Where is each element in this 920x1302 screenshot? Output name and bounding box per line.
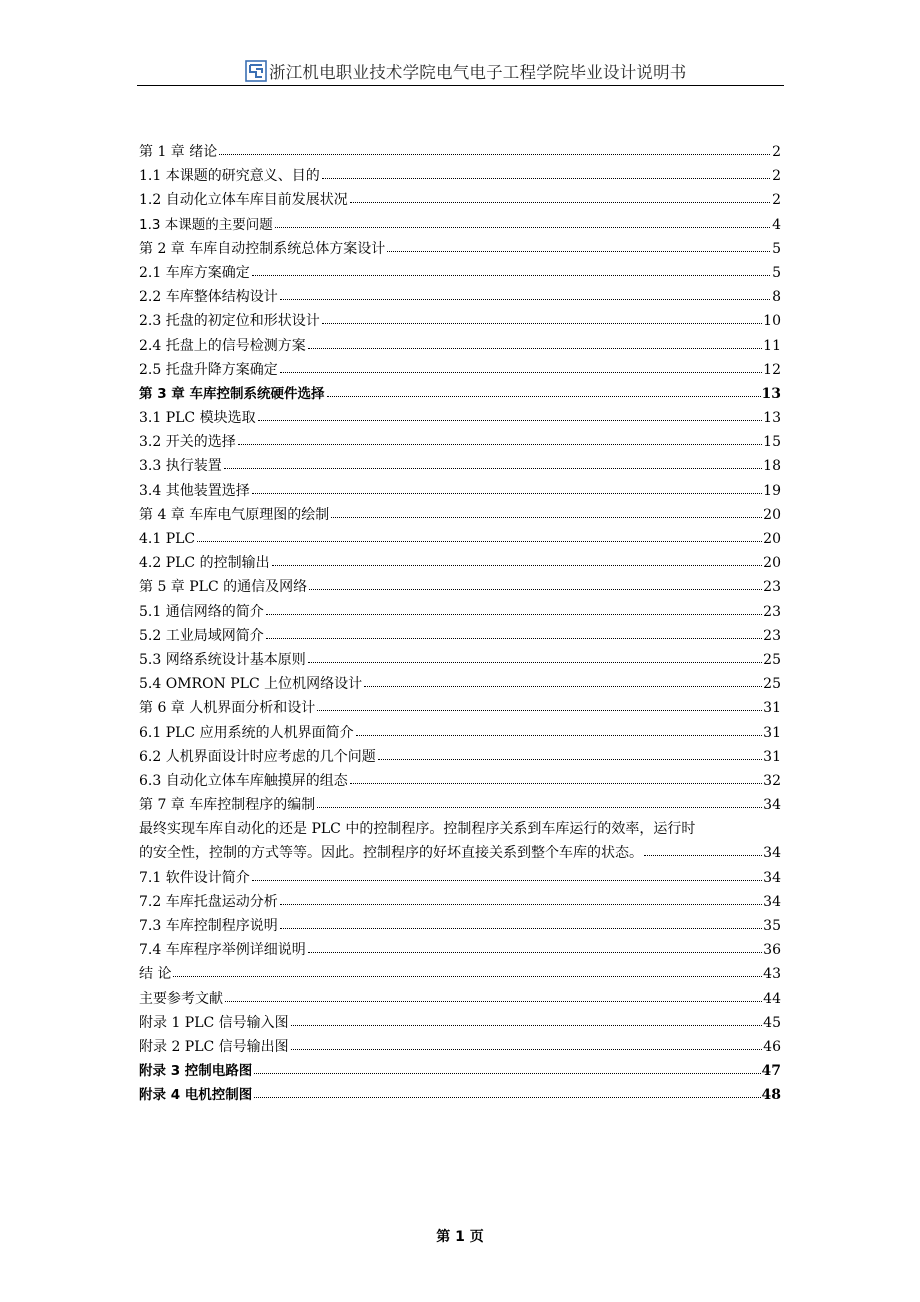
- toc-entry-label: 5.1 通信网络的简介: [139, 603, 264, 620]
- toc-entry-label: 第 1 章 绪论: [139, 144, 218, 160]
- toc-entry[interactable]: [139, 164, 781, 188]
- toc-entry-label: 1.1 本课题的研究意义、目的: [139, 168, 320, 185]
- toc-entry[interactable]: [139, 672, 781, 696]
- toc-leader-dots: [644, 841, 762, 856]
- toc-paragraph-line2-row: [139, 841, 781, 865]
- toc-page-number: 20: [763, 506, 781, 523]
- toc-leader-dots: [280, 914, 762, 929]
- toc-entry[interactable]: [139, 334, 781, 358]
- toc-page-number: 31: [763, 700, 781, 717]
- toc-page-number: 2: [772, 168, 781, 185]
- toc-leader-dots: [280, 890, 762, 905]
- toc-page-number: 25: [763, 651, 781, 668]
- toc-entry[interactable]: [139, 987, 781, 1011]
- toc-entry[interactable]: [139, 358, 781, 382]
- toc-entry[interactable]: [139, 1059, 781, 1083]
- toc-entry[interactable]: [139, 527, 781, 551]
- toc-entry-label: 2.1 车库方案确定: [139, 264, 250, 281]
- toc-leader-dots: [258, 406, 763, 421]
- toc-entry-label: 附录 4 电机控制图: [139, 1087, 253, 1104]
- toc-leader-dots: [252, 479, 762, 494]
- toc-entry-label: 6.1 PLC 应用系统的人机界面简介: [139, 724, 354, 741]
- toc-page-number: 34: [763, 797, 781, 814]
- toc-page-number: 36: [763, 942, 781, 959]
- toc-leader-dots: [378, 745, 762, 760]
- toc-leader-dots: [387, 237, 770, 252]
- toc-entry-label: 2.2 车库整体结构设计: [139, 289, 278, 306]
- toc-entry-label: 2.5 托盘升降方案确定: [139, 361, 278, 378]
- toc-entry[interactable]: [139, 140, 781, 164]
- toc-leader-dots: [350, 188, 770, 203]
- toc-entry-label: 3.3 执行装置: [139, 458, 222, 475]
- toc-paragraph-line1: 最终实现车库自动化的还是 PLC 中的控制程序。控制程序关系到车库运行的效率，运行时: [139, 821, 696, 838]
- toc-entry-label: 第 2 章 车库自动控制系统总体方案设计: [139, 240, 386, 257]
- toc-leader-dots: [254, 1083, 760, 1098]
- toc-entry-label: 2.3 托盘的初定位和形状设计: [139, 313, 320, 330]
- toc-entry[interactable]: [139, 479, 781, 503]
- toc-entry-label: 附录 3 控制电路图: [139, 1063, 253, 1080]
- toc-leader-dots: [219, 140, 770, 155]
- toc-page-number: 2: [772, 192, 781, 209]
- toc-entry-label: 2.4 托盘上的信号检测方案: [139, 337, 306, 354]
- toc-page-number: 34: [763, 893, 781, 910]
- toc-leader-dots: [350, 769, 762, 784]
- toc-leader-dots: [308, 648, 762, 663]
- toc-page-number: 20: [763, 555, 781, 572]
- toc-page-number: 45: [763, 1014, 781, 1031]
- toc-leader-dots: [254, 1059, 760, 1074]
- toc-entry[interactable]: [139, 213, 781, 237]
- toc-entry-label: 主要参考文献: [139, 990, 223, 1007]
- toc-entry-label: 4.2 PLC 的控制输出: [139, 555, 270, 572]
- toc-entry[interactable]: [139, 696, 781, 720]
- toc-entry[interactable]: [139, 721, 781, 745]
- toc-entry-label: 3.4 其他装置选择: [139, 482, 250, 499]
- toc-page-number: 31: [763, 748, 781, 765]
- table-of-contents: [139, 140, 781, 1108]
- toc-page-number: 10: [763, 313, 781, 330]
- toc-entry-label: 1.3 本课题的主要问题: [139, 216, 273, 233]
- toc-leader-dots: [364, 672, 762, 687]
- toc-paragraph-line2: 的安全性，控制的方式等等。因此。控制程序的好坏直接关系到整个车库的状态。: [139, 845, 643, 862]
- toc-entry-label: 第 5 章 PLC 的通信及网络: [139, 579, 308, 596]
- toc-page-number: 8: [772, 289, 781, 306]
- toc-entry-label: 6.2 人机界面设计时应考虑的几个问题: [139, 748, 376, 765]
- toc-entry[interactable]: [139, 890, 781, 914]
- toc-leader-dots: [252, 866, 762, 881]
- toc-entry[interactable]: [139, 406, 781, 430]
- toc-page-number: 34: [763, 845, 781, 862]
- toc-leader-dots: [356, 721, 763, 736]
- toc-page-number: 20: [763, 531, 781, 547]
- toc-entry-label: 5.4 OMRON PLC 上位机网络设计: [139, 676, 363, 693]
- toc-entry-label: 附录 1 PLC 信号输入图: [139, 1014, 289, 1031]
- page-header: [137, 57, 784, 86]
- toc-entry[interactable]: [139, 575, 781, 599]
- toc-page-number: 43: [763, 966, 781, 983]
- toc-entry[interactable]: [139, 745, 781, 769]
- toc-entry-label: 7.3 车库控制程序说明: [139, 918, 278, 935]
- toc-leader-dots: [197, 527, 762, 542]
- toc-entry-label: 附录 2 PLC 信号输出图: [139, 1038, 289, 1055]
- toc-leader-dots: [280, 285, 770, 300]
- toc-page-number: 19: [763, 482, 781, 499]
- toc-page-number: 35: [763, 918, 781, 935]
- toc-page-number: 32: [763, 772, 781, 789]
- toc-page-number: 23: [763, 627, 781, 644]
- toc-leader-dots: [238, 430, 762, 445]
- toc-entry-label: 4.1 PLC: [139, 531, 196, 547]
- toc-page-number: 18: [763, 458, 781, 475]
- college-logo-icon: [245, 60, 267, 82]
- toc-leader-dots: [280, 358, 762, 373]
- toc-leader-dots: [308, 938, 762, 953]
- toc-entry[interactable]: [139, 551, 781, 575]
- toc-entry[interactable]: [139, 382, 781, 406]
- toc-page-number: 34: [763, 869, 781, 886]
- toc-page-number: 44: [763, 990, 781, 1007]
- toc-entry[interactable]: [139, 769, 781, 793]
- toc-leader-dots: [317, 696, 762, 711]
- page-footer: 第 1 页: [436, 1229, 484, 1245]
- toc-entry[interactable]: [139, 261, 781, 285]
- toc-entry[interactable]: [139, 793, 781, 817]
- toc-entry[interactable]: [139, 430, 781, 454]
- toc-leader-dots: [308, 334, 762, 349]
- toc-entry-label: 第 3 章 车库控制系统硬件选择: [139, 385, 325, 402]
- toc-leader-dots: [275, 213, 770, 228]
- toc-leader-dots: [266, 624, 762, 639]
- toc-page-number: 31: [763, 724, 781, 741]
- toc-page-number: 13: [763, 410, 781, 427]
- toc-page-number: 5: [772, 240, 781, 257]
- toc-entry[interactable]: [139, 503, 781, 527]
- toc-page-number: 47: [761, 1063, 781, 1080]
- toc-page-number: 13: [761, 385, 781, 402]
- toc-entry-label: 第 4 章 车库电气原理图的绘制: [139, 506, 330, 523]
- toc-entry[interactable]: [139, 962, 781, 986]
- toc-page-number: 2: [772, 144, 781, 160]
- toc-leader-dots: [322, 309, 762, 324]
- toc-entry[interactable]: [139, 1083, 781, 1107]
- toc-page-number: 46: [763, 1038, 781, 1055]
- toc-entry-label: 5.3 网络系统设计基本原则: [139, 651, 306, 668]
- toc-entry[interactable]: [139, 237, 781, 261]
- toc-leader-dots: [309, 575, 762, 590]
- toc-entry-label: 3.1 PLC 模块选取: [139, 410, 256, 427]
- toc-entry-label: 第 6 章 人机界面分析和设计: [139, 700, 316, 717]
- toc-page-number: 23: [763, 603, 781, 620]
- toc-leader-dots: [291, 1035, 762, 1050]
- header-title: 浙江机电职业技术学院电气电子工程学院毕业设计说明书: [269, 63, 687, 82]
- toc-paragraph: [139, 817, 781, 865]
- toc-section-2: [139, 866, 781, 1108]
- toc-entry[interactable]: [139, 1011, 781, 1035]
- toc-leader-dots: [225, 987, 762, 1002]
- toc-leader-dots: [173, 962, 762, 977]
- toc-entry-label: 7.4 车库程序举例详细说明: [139, 942, 306, 959]
- toc-leader-dots: [272, 551, 763, 566]
- toc-page-number: 11: [763, 337, 781, 354]
- toc-page-number: 25: [763, 676, 781, 693]
- toc-page-number: 4: [772, 216, 781, 233]
- toc-entry-label: 7.1 软件设计简介: [139, 869, 250, 886]
- toc-entry[interactable]: [139, 866, 781, 890]
- toc-leader-dots: [331, 503, 762, 518]
- toc-entry[interactable]: [139, 285, 781, 309]
- toc-entry[interactable]: [139, 648, 781, 672]
- toc-page-number: 12: [763, 361, 781, 378]
- toc-entry[interactable]: [139, 914, 781, 938]
- toc-page-number: 15: [763, 434, 781, 451]
- toc-page-number: 23: [763, 579, 781, 596]
- toc-page-number: 48: [761, 1087, 781, 1104]
- toc-section-1: [139, 140, 781, 817]
- toc-leader-dots: [317, 793, 762, 808]
- toc-entry[interactable]: [139, 309, 781, 333]
- toc-leader-dots: [322, 164, 770, 179]
- toc-leader-dots: [224, 454, 762, 469]
- toc-entry-label: 6.3 自动化立体车库触摸屏的组态: [139, 772, 348, 789]
- toc-entry-label: 结 论: [139, 966, 172, 983]
- toc-page-number: 5: [772, 264, 781, 281]
- toc-entry[interactable]: [139, 600, 781, 624]
- toc-entry[interactable]: [139, 188, 781, 212]
- toc-entry-label: 第 7 章 车库控制程序的编制: [139, 797, 316, 814]
- toc-entry-label: 1.2 自动化立体车库目前发展状况: [139, 192, 348, 209]
- toc-leader-dots: [291, 1011, 762, 1026]
- toc-entry[interactable]: [139, 1035, 781, 1059]
- toc-entry-label: 5.2 工业局域网简介: [139, 627, 264, 644]
- toc-entry-label: 3.2 开关的选择: [139, 434, 236, 451]
- toc-entry-label: 7.2 车库托盘运动分析: [139, 893, 278, 910]
- toc-entry[interactable]: [139, 454, 781, 478]
- toc-leader-dots: [266, 600, 762, 615]
- toc-leader-dots: [327, 382, 761, 397]
- toc-leader-dots: [252, 261, 770, 276]
- toc-entry[interactable]: [139, 624, 781, 648]
- toc-entry[interactable]: [139, 938, 781, 962]
